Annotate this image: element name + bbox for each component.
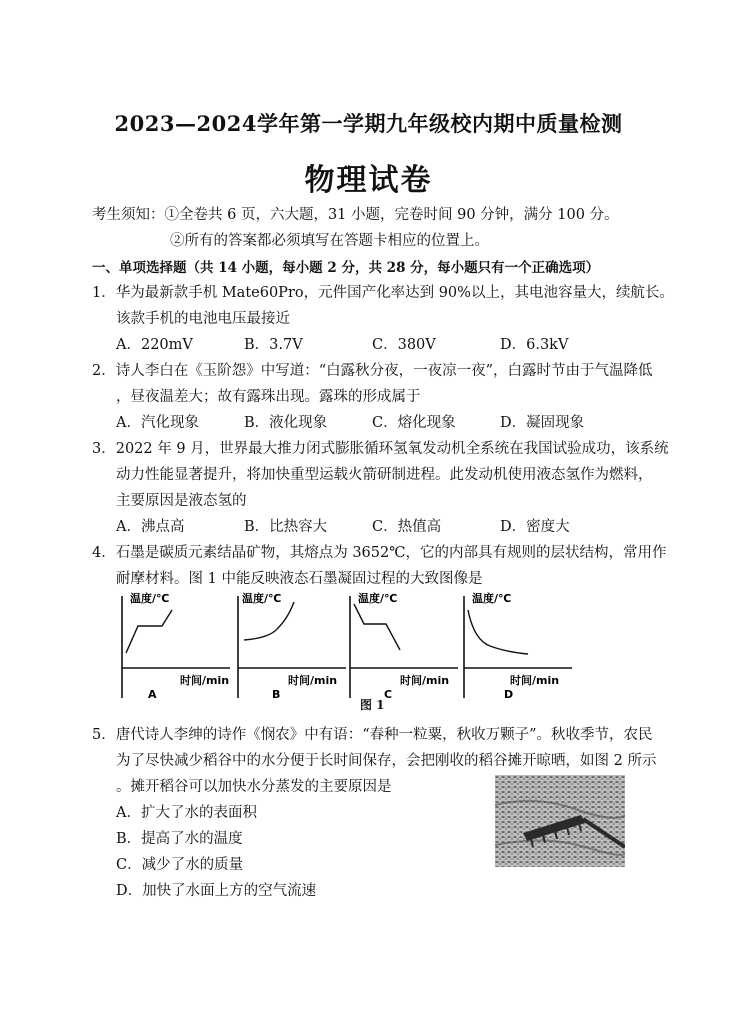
question-4-line2: 耐摩材料。图 1 中能反映液态石墨凝固过程的大致图像是 <box>116 571 483 587</box>
figure1-graph-b <box>226 588 351 712</box>
notice-label: 考生须知： <box>92 207 165 223</box>
ylabel: 温度/℃ <box>358 592 398 605</box>
notice-line2: ②所有的答案都必须填写在答题卡相应的位置上。 <box>170 233 489 249</box>
q5-option-a: A．扩大了水的表面积 <box>116 805 257 821</box>
panel-label-b: B <box>272 688 281 701</box>
q5-option-d: D．加快了水面上方的空气流速 <box>116 883 317 899</box>
q2-option-b: B．液化现象 <box>244 415 328 431</box>
question-2-line2: ，昼夜温差大；故有露珠出现。露珠的形成属于 <box>116 389 421 405</box>
notice-line1: ①全卷共 6 页，六大题，31 小题，完卷时间 90 分钟，满分 100 分。 <box>164 207 619 223</box>
curve-b <box>244 602 294 640</box>
figure1-caption: 图 1 <box>360 698 385 712</box>
question-1-line1: 1．华为最新款手机 Mate60Pro，元件国产化率达到 90%以上，其电池容量大，续航长。 <box>92 285 674 301</box>
exam-subtitle: 物理试卷 <box>304 163 433 198</box>
question-5-line1: 5．唐代诗人李绅的诗作《悯农》中有语：“春种一粒粟，秋收万颗子”。秋收季节，农民 <box>92 727 653 743</box>
xlabel: 时间/min <box>510 674 560 687</box>
figure1-graph-c <box>338 588 463 712</box>
q3-option-d: D．密度大 <box>500 519 570 535</box>
q3-option-a: A．沸点高 <box>116 519 185 535</box>
panel-label-d: D <box>504 688 514 701</box>
q5-option-c: C．减少了水的质量 <box>116 857 244 873</box>
question-2-line1: 2．诗人李白在《玉阶怨》中写道：“白露秋分夜，一夜凉一夜”，白露时节由于气温降低 <box>92 363 653 379</box>
notice <box>92 203 619 224</box>
question-3-line3: 主要原因是液态氢的 <box>116 493 247 509</box>
xlabel: 时间/min <box>400 674 450 687</box>
q2-option-d: D．凝固现象 <box>500 415 585 431</box>
curve-d <box>468 610 528 654</box>
q3-option-c: C．热值高 <box>372 519 442 535</box>
question-5-line3: 。摊开稻谷可以加快水分蒸发的主要原因是 <box>116 779 392 795</box>
panel-label-a: A <box>148 688 157 701</box>
question-4-line1: 4．石墨是碳质元素结晶矿物，其熔点为 3652℃，它的内部具有规则的层状结构，常用作 <box>92 545 667 561</box>
question-5-line2: 为了尽快减少稻谷中的水分便于长时间保存，会把刚收的稻谷摊开晾晒，如图 2 所示 <box>116 753 657 769</box>
curve-c <box>354 604 400 650</box>
section-heading: 一、单项选择题（共 14 小题，每小题 2 分，共 28 分，每小题只有一个正确选项） <box>92 260 600 276</box>
ylabel: 温度/℃ <box>130 592 170 605</box>
figure1-graph-a <box>110 588 235 712</box>
q1-option-b: B．3.7V <box>244 337 303 353</box>
exam-title: 2023—2024学年第一学期九年级校内期中质量检测 <box>114 111 623 136</box>
q1-option-d: D．6.3kV <box>500 337 569 353</box>
question-3-line2: 动力性能显著提升，将加快重型运载火箭研制进程。此发动机使用液态氢作为燃料， <box>116 467 653 483</box>
q2-option-c: C．熔化现象 <box>372 415 456 431</box>
curve-a <box>126 610 172 653</box>
q2-option-a: A．汽化现象 <box>116 415 199 431</box>
figure1-graph-d <box>452 588 577 712</box>
question-1-line2: 该款手机的电池电压最接近 <box>116 311 290 327</box>
q1-option-c: C．380V <box>372 337 436 353</box>
question-3-line1: 3．2022 年 9 月，世界最大推力闭式膨胀循环氢氧发动机全系统在我国试验成功，该系统 <box>92 441 669 457</box>
q1-option-a: A．220mV <box>116 337 193 353</box>
q3-option-b: B．比热容大 <box>244 519 328 535</box>
ylabel: 温度/℃ <box>472 592 512 605</box>
panel-label-c: C <box>384 688 393 701</box>
q5-option-b: B．提高了水的温度 <box>116 831 243 847</box>
xlabel: 时间/min <box>288 674 338 687</box>
figure2-photo <box>495 775 625 867</box>
ylabel: 温度/℃ <box>242 592 282 605</box>
xlabel: 时间/min <box>180 674 230 687</box>
